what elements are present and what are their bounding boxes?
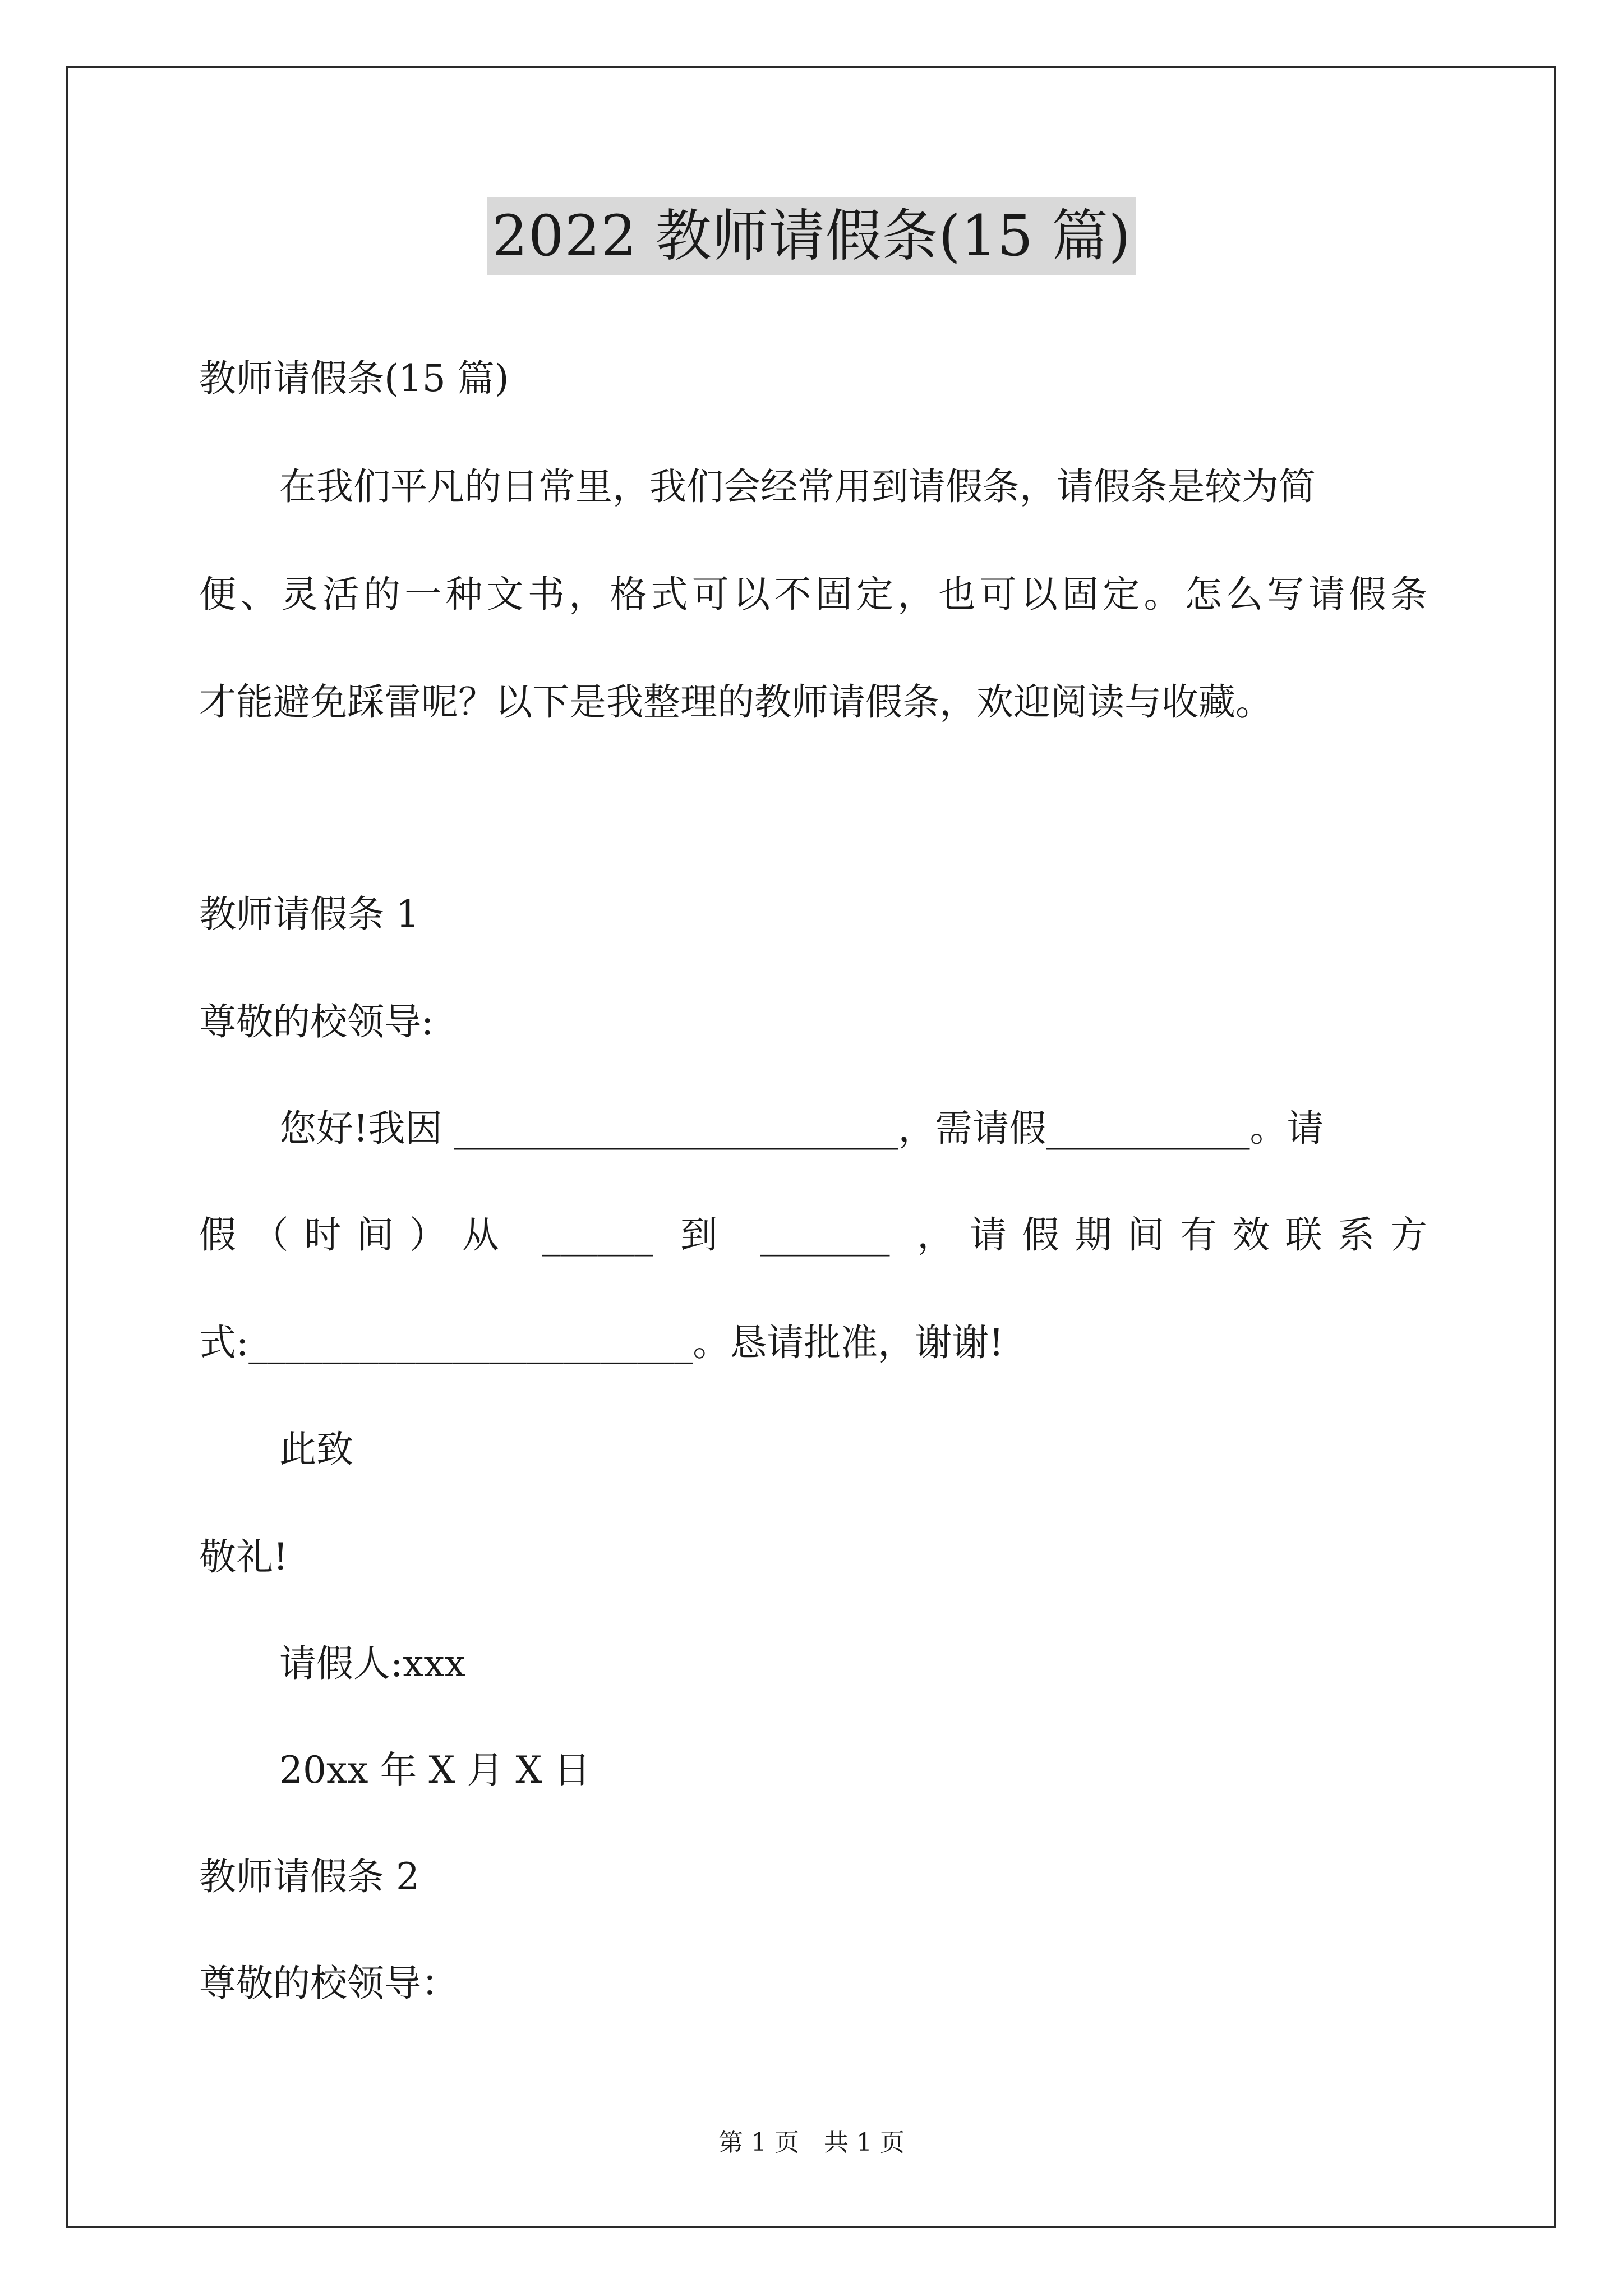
intro-line-1: 在我们平凡的日常里，我们会经常用到请假条，请假条是较为简 [279, 465, 1316, 508]
section-1-regards: 敬礼! [199, 1535, 288, 1579]
section-1-body-line-2: 假（时间）从 ______ 到 _______ ，请假期间有效联系方 [199, 1213, 1427, 1257]
section-2-heading: 教师请假条 2 [199, 1855, 419, 1898]
section-1-closing: 此致 [279, 1428, 353, 1471]
section-1-salutation: 尊敬的校领导: [199, 1000, 434, 1043]
section-2-salutation: 尊敬的校领导： [199, 1962, 458, 2005]
section-1-signer: 请假人:xxx [279, 1642, 465, 1685]
intro-line-2: 便、灵活的一种文书，格式可以不固定，也可以固定。怎么写请假条 [199, 573, 1427, 616]
page-footer: 第 1 页 共 1 页 [718, 2128, 905, 2157]
intro-line-3: 才能避免踩雷呢？以下是我整理的教师请假条，欢迎阅读与收藏。 [199, 680, 1272, 724]
document-subtitle: 教师请假条(15 篇) [199, 357, 509, 400]
section-1-body-line-3: 式:________________________。恳请批准，谢谢! [199, 1321, 1004, 1364]
document-title: 2022 教师请假条(15 篇) [487, 197, 1135, 275]
section-1-heading: 教师请假条 1 [199, 892, 419, 936]
section-1-body-line-1: 您好!我因 ________________________，需请假___________。请 [279, 1107, 1324, 1150]
section-1-date: 20xx 年 X 月 X 日 [279, 1749, 591, 1792]
title-container [0, 197, 1623, 275]
